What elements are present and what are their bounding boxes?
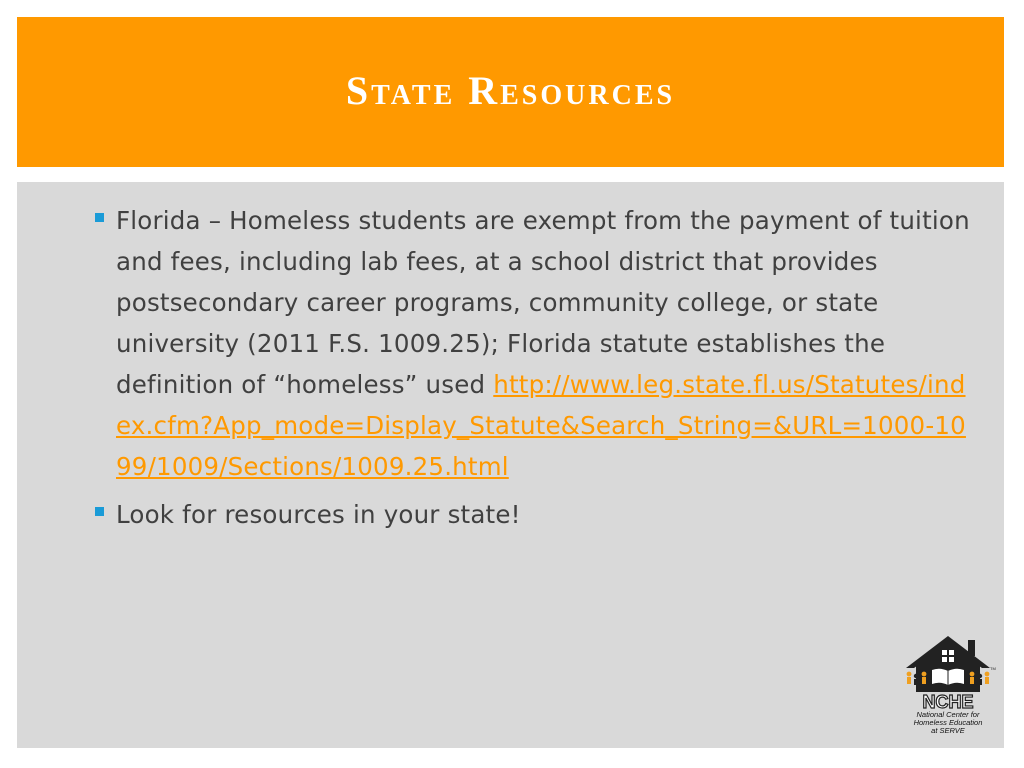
bullet-text-florida: Florida – Homeless students are exempt from the payment of tuition and fees, including lab fees, at a school district that provides postsecondary career programs, community college, or state university (2011 F.S. 1009.25); Florida statute establishes the definition of “homeless” used bbox=[116, 206, 970, 399]
bullet-text-look: Look for resources in your state! bbox=[116, 500, 521, 529]
logo-tm: TM bbox=[990, 666, 996, 671]
logo-acronym: NCHE bbox=[922, 692, 974, 712]
content-panel bbox=[17, 182, 1004, 748]
bullet-item-florida bbox=[95, 200, 980, 487]
title-bar bbox=[17, 17, 1004, 167]
logo-line-2: Homeless Education bbox=[913, 718, 983, 727]
logo-line-3: at SERVE bbox=[931, 726, 965, 735]
statute-link[interactable]: http://www.leg.state.fl.us/Statutes/index.cfm?App_mode=Display_Statute&Search_String=&URL=1000-1099/1009/Sections/1009.25.html bbox=[116, 370, 966, 481]
bullet-list bbox=[95, 200, 980, 542]
bullet-marker-icon bbox=[95, 213, 104, 222]
nche-logo bbox=[902, 634, 994, 742]
bullet-item-look bbox=[95, 494, 980, 535]
bullet-marker-icon bbox=[95, 507, 104, 516]
logo-line-1: National Center for bbox=[916, 710, 980, 719]
slide-title: State Resources bbox=[345, 67, 676, 113]
house-logo-icon bbox=[902, 634, 994, 714]
logo-caption bbox=[902, 711, 994, 735]
